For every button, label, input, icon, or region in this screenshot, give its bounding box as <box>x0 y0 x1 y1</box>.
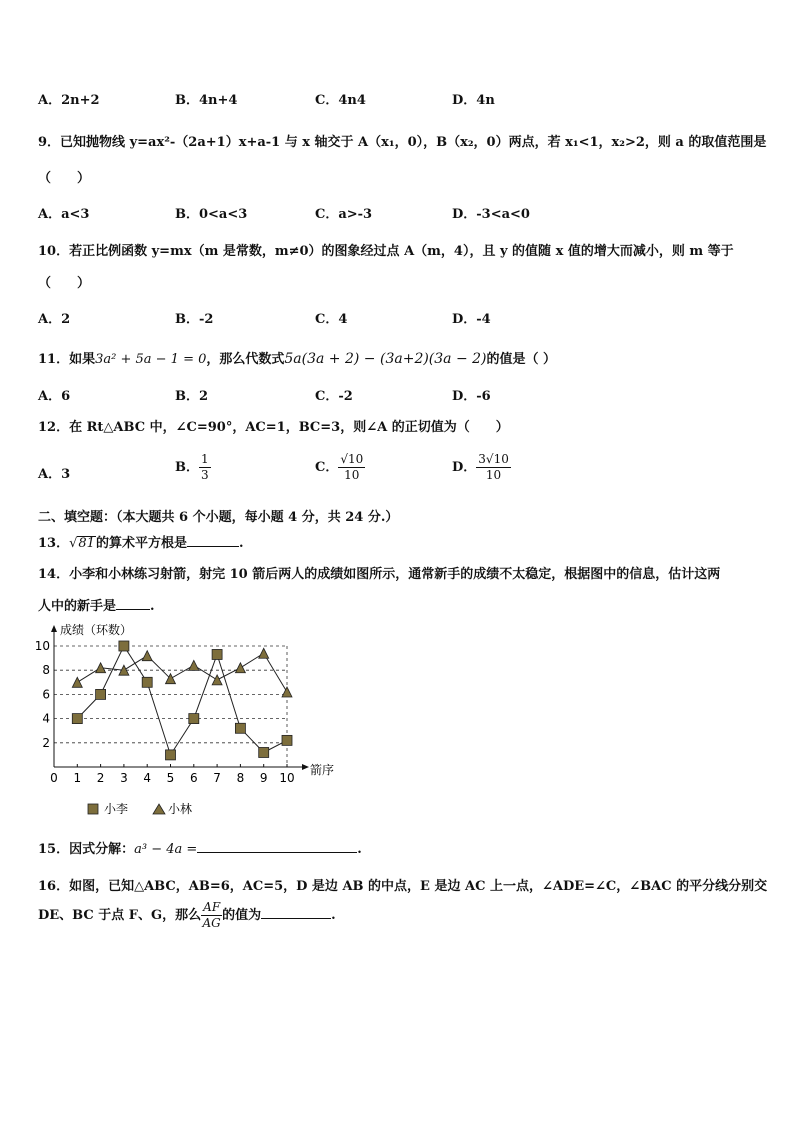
xiaolin-point-8 <box>235 663 245 673</box>
xiaoli-point-5 <box>166 750 176 760</box>
xiaolin-point-10 <box>282 687 292 697</box>
legend-label-xiaoli: 小李 <box>104 802 129 816</box>
legend-square-icon <box>88 804 98 814</box>
x-tick-label-6: 6 <box>189 771 198 785</box>
q8-option-c: C．4n4 <box>315 93 366 108</box>
sqrt-81: √81 <box>69 536 95 551</box>
q16-stem-line1: 16．如图，已知△ABC，AB=6，AC=5，D 是边 AB 的中点，E 是边 AC 上一点，∠ADE=∠C，∠BAC 的平分线分别交 <box>38 879 768 894</box>
q10-paren: （ ） <box>38 276 91 291</box>
q12-option-c: C． $\frac{√10}{10}$ <box>315 452 364 482</box>
chart-markers <box>72 641 292 760</box>
x-tick-label-3: 3 <box>120 771 128 785</box>
chart-legend <box>88 801 192 816</box>
xiaolin-point-9 <box>259 648 269 658</box>
q10-option-b: B．-2 <box>175 312 214 327</box>
q9-stem: 9．已知抛物线 y=ax²-（2a+1）x+a-1 与 x 轴交于 A（x₁，0），B（x₂，0）两点，若 x₁<1，x₂>2，则 a 的取值范围是 <box>38 135 767 150</box>
x-tick-label-10: 10 <box>279 771 295 785</box>
y-tick-label-10: 10 <box>34 639 50 653</box>
x-tick-label-4: 4 <box>143 771 152 785</box>
q11-stem <box>38 348 556 367</box>
q11-option-a: A．6 <box>38 389 71 404</box>
y-tick-label-8: 8 <box>42 663 50 678</box>
y-tick-label-2: 2 <box>42 735 50 750</box>
x-tick-label-8: 8 <box>236 771 245 785</box>
q11-suffix: 的值是（ ） <box>486 352 557 367</box>
y-axis-arrow-icon <box>51 625 57 632</box>
q9-option-c: C．a>-3 <box>315 207 373 222</box>
q11-mid: ，那么代数式 <box>206 352 285 367</box>
x-tick-label-1: 1 <box>73 771 82 785</box>
q16-answer-blank[interactable] <box>261 906 331 919</box>
chart-xlabel: 箭序 <box>310 763 335 777</box>
xiaolin-point-4 <box>142 651 152 661</box>
q11-option-c: C．-2 <box>315 389 353 404</box>
q11-prefix: 11．如果 <box>38 352 96 367</box>
q16-stem-line2: DE、BC 于点 F、G，那么 $\frac{AF}{AG}$ 的值为 . <box>38 900 336 930</box>
legend-triangle-icon <box>153 804 165 814</box>
xiaoli-point-4 <box>142 677 152 687</box>
xiaolin-point-1 <box>72 677 82 687</box>
q14-stem-line2: 人中的新手是 . <box>38 599 155 614</box>
fraction-one-third: $\frac{1}{3}$ <box>201 452 209 482</box>
x-tick-label-9: 9 <box>259 771 268 785</box>
q12-stem: 12．在 Rt△ABC 中，∠C=90°，AC=1，BC=3，则∠A 的正切值为（ ） <box>38 420 509 435</box>
q11-equation: 3a² + 5a − 1 = 0 <box>95 352 207 367</box>
q8-option-a: A．2n+2 <box>38 93 100 108</box>
xiaoli-point-6 <box>189 714 199 724</box>
q14-answer-blank[interactable] <box>116 597 150 610</box>
xiaoli-point-2 <box>96 689 106 699</box>
y-tick-label-4: 4 <box>42 711 50 726</box>
x-axis-arrow-icon <box>302 764 309 770</box>
q12-option-d: D． $\frac{3√10}{10}$ <box>452 452 509 482</box>
section-heading-fill-blank: 二、填空题：（本大题共 6 个小题，每小题 4 分，共 24 分.） <box>38 510 399 525</box>
xiaoli-point-3 <box>119 641 129 651</box>
x-tick-label-7: 7 <box>213 771 221 785</box>
fraction-3sqrt10-over-10: $\frac{3√10}{10}$ <box>478 452 509 482</box>
q10-stem: 10．若正比例函数 y=mx（m 是常数，m≠0）的图象经过点 A（m，4），且 y 的值随 x 值的增大而减小，则 m 等于 <box>38 244 734 259</box>
xiaoli-point-9 <box>259 747 269 757</box>
q13-answer-blank[interactable] <box>187 534 239 547</box>
q11-option-d: D．-6 <box>452 389 491 404</box>
chart-axes <box>51 625 309 770</box>
q9-paren: （ ） <box>38 171 91 186</box>
q9-option-b: B．0<a<3 <box>175 207 248 222</box>
q13-stem: 13．√81的算术平方根是 . <box>38 536 244 551</box>
q12-option-a: A．3 <box>38 467 71 482</box>
xiaoli-point-7 <box>212 649 222 659</box>
q11-expression: 5a(3a + 2) − (3a+2)(3a − 2) <box>284 351 487 367</box>
q15-answer-blank[interactable] <box>197 840 357 853</box>
q8-option-b: B．4n+4 <box>175 93 238 108</box>
xiaoli-point-8 <box>235 723 245 733</box>
legend-label-xiaolin: 小林 <box>168 802 193 816</box>
series-line-xiaolin <box>77 653 287 692</box>
q10-option-a: A．2 <box>38 312 71 327</box>
q15-stem: 15．因式分解：a³ − 4a = . <box>38 842 362 857</box>
q9-option-a: A．a<3 <box>38 207 90 222</box>
x-tick-label-2: 2 <box>96 771 105 785</box>
xiaolin-point-7 <box>212 675 222 685</box>
y-tick-label-6: 6 <box>42 687 50 702</box>
x-tick-label-5: 5 <box>166 771 175 785</box>
xiaoli-point-10 <box>282 735 292 745</box>
chart-series-lines <box>77 646 287 755</box>
q14-stem-line1: 14．小李和小林练习射箭，射完 10 箭后两人的成绩如图所示，通常新手的成绩不太稳定，根据图中的信息，估计这两 <box>38 567 721 582</box>
xiaoli-point-1 <box>72 714 82 724</box>
xiaolin-point-6 <box>189 660 199 670</box>
chart-ticks <box>35 639 295 785</box>
x-tick-label-0: 0 <box>50 771 58 785</box>
series-line-xiaoli <box>77 646 287 755</box>
fraction-af-over-ag: $\frac{AF}{AG}$ <box>202 900 221 930</box>
q10-option-c: C．4 <box>315 312 348 327</box>
q12-option-b: B． $\frac{1}{3}$ <box>175 452 209 482</box>
shooting-scores-chart <box>30 620 350 820</box>
q11-option-b: B．2 <box>175 389 209 404</box>
q8-option-d: D．4n <box>452 93 495 108</box>
chart-ylabel: 成绩（环数） <box>60 623 133 637</box>
q9-option-d: D．-3<a<0 <box>452 207 530 222</box>
q15-expression: a³ − 4a = <box>134 842 198 857</box>
q10-option-d: D．-4 <box>452 312 491 327</box>
fraction-sqrt10-over-10: $\frac{√10}{10}$ <box>340 452 364 482</box>
